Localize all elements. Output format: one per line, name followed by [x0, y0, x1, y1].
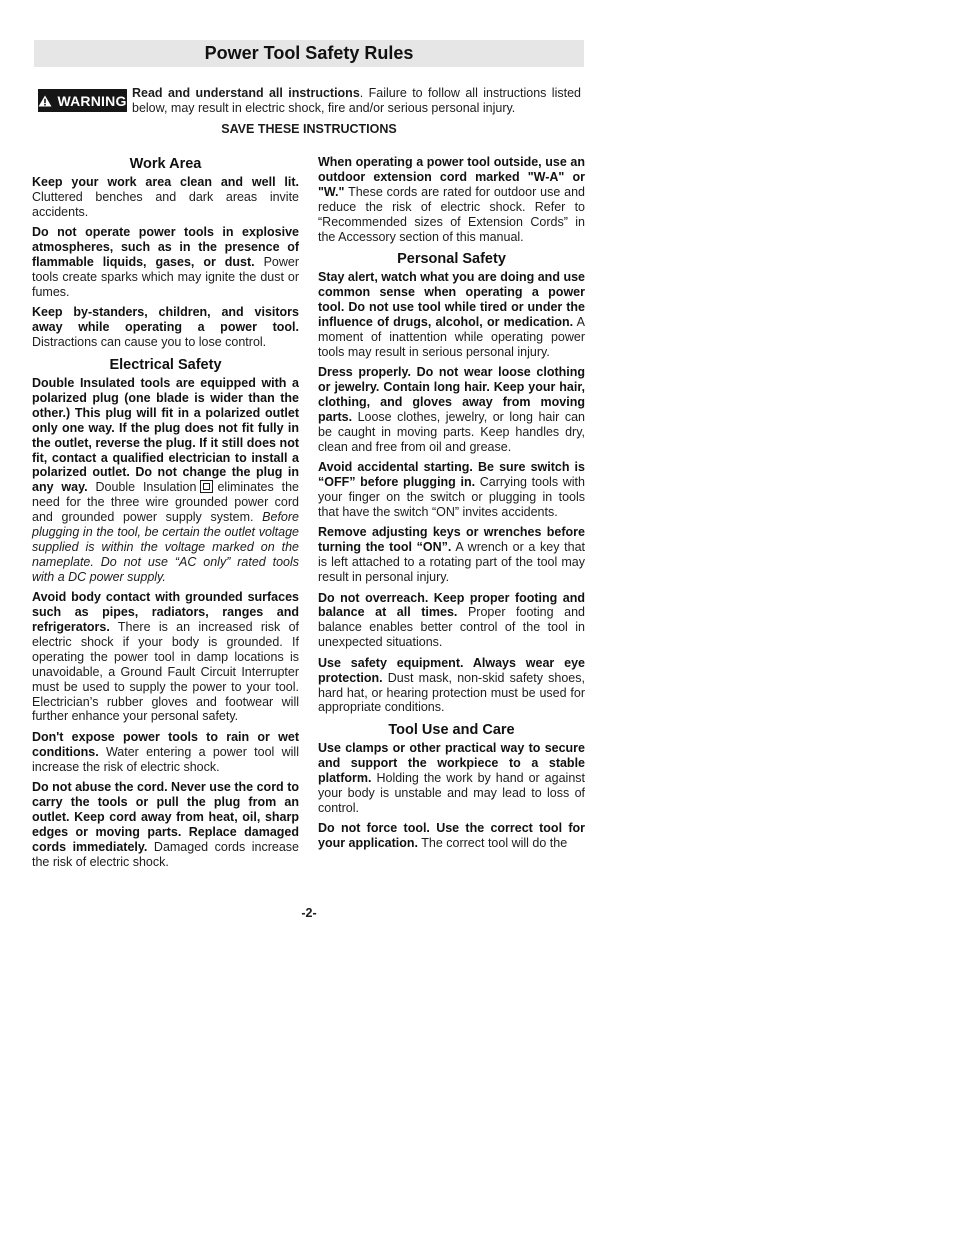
paragraph	[318, 821, 585, 851]
rule-text: Proper footing and balance enables better control of the tool in unexpected situations.	[318, 605, 585, 650]
paragraph	[318, 270, 585, 359]
rule-text: eliminates the need for the three wire grounded power cord and grounded power supply system.	[32, 480, 299, 525]
page-title: Power Tool Safety Rules	[34, 40, 584, 67]
rule-note: Before plugging in the tool, be certain the outlet voltage supplied is within the voltage marked on the nameplate. Do not use “AC only” rated tools with a DC power supply.	[32, 510, 299, 584]
paragraph	[32, 590, 299, 724]
rule-lead: Do not abuse the cord. Never use the cord to carry the tools or pull the plug from an outlet. Keep cord away from heat, oil, sharp edges or moving parts. Replace damaged cords immediately.	[32, 780, 299, 854]
rule-lead: Do not overreach. Keep proper footing and balance at all times.	[318, 590, 585, 620]
left-column	[32, 155, 299, 875]
rule-lead: Double Insulated tools are equipped with a polarized plug (one blade is wider than the other.) This plug will fit in a polarized outlet only one way. If the plug does not fit fully in the outlet, reverse the plug. If it still does not fit, contact a qualified electrician to install a polarized outlet. Do not change the plug in any way.	[32, 375, 299, 495]
rule-text: Dust mask, non-skid safety shoes, hard hat, or hearing protection must be used for appropriate conditions.	[318, 670, 585, 715]
warning-badge	[38, 89, 127, 112]
paragraph	[318, 365, 585, 454]
rule-text: Carrying tools with your finger on the switch or plugging in tools that have the switch “ON” invites accidents.	[318, 475, 585, 520]
rule-text: Water entering a power tool will increase the risk of electric shock.	[32, 744, 299, 774]
warning-lead: Read and understand all instructions	[132, 86, 360, 100]
page-number: -2-	[301, 906, 317, 920]
rule-text: Damaged cords increase the risk of electric shock.	[32, 839, 299, 869]
paragraph	[32, 730, 299, 775]
rule-text: Double Insulation	[87, 480, 197, 495]
rule-lead: Remove adjusting keys or wrenches before turning the tool “ON”.	[318, 525, 585, 555]
section-heading-tool-use-and-care: Tool Use and Care	[388, 722, 515, 739]
paragraph	[318, 741, 585, 816]
rule-lead: Avoid body contact with grounded surfaces such as pipes, radiators, ranges and refrigerators.	[32, 590, 299, 634]
rule-lead: Use safety equipment. Always wear eye protection.	[318, 655, 585, 685]
rule-lead: Stay alert, watch what you are doing and use common sense when operating a power tool. Do not use tool while tired or under the influence of drugs, alcohol, or medication.	[318, 270, 585, 330]
rule-text: Cluttered benches and dark areas invite accidents.	[32, 189, 299, 219]
rule-lead: Do not operate power tools in explosive atmospheres, such as in the presence of flammable liquids, gases, or dust.	[32, 225, 299, 270]
warning-body: . Failure to follow all instructions listed below, may result in electric shock, fire and/or serious personal injury.	[132, 86, 581, 115]
section-heading-personal-safety: Personal Safety	[397, 251, 506, 268]
warning-triangle-icon	[38, 95, 52, 107]
section-heading-work-area: Work Area	[129, 156, 202, 172]
rule-lead: Keep by-standers, children, and visitors away while operating a power tool.	[32, 305, 299, 335]
rule-lead: Use clamps or other practical way to secure and support the workpiece to a stable platform.	[318, 741, 585, 786]
paragraph	[318, 656, 585, 716]
rule-text: There is an increased risk of electric shock if your body is grounded. If operating the power tool in damp locations is unavoidable, a Ground Fault Circuit Interrupter must be used to supply the power to your tool. Electrician’s rubber gloves and footwear will further enhance your personal safety.	[32, 619, 299, 724]
paragraph	[318, 460, 585, 520]
rule-text: Holding the work by hand or against your body is unstable and may lead to loss of control.	[318, 771, 585, 815]
save-instructions-note: SAVE THESE INSTRUCTIONS	[221, 122, 397, 136]
paragraph	[32, 780, 299, 869]
rule-lead: Keep your work area clean and well lit.	[32, 175, 299, 189]
warning-label: WARNING	[57, 92, 127, 109]
rule-lead: Dress properly. Do not wear loose clothing or jewelry. Contain long hair. Keep your hair, clothing, and gloves away from moving parts.	[318, 365, 585, 425]
rule-lead: Don't expose power tools to rain or wet conditions.	[32, 729, 299, 759]
double-insulation-icon	[200, 480, 213, 493]
rule-text: A moment of inattention while operating power tools may result in serious personal injury.	[318, 315, 586, 359]
section-heading-electrical-safety: Electrical Safety	[109, 356, 222, 373]
rule-text: Power tools create sparks which may ignite the dust or fumes.	[32, 255, 299, 299]
rule-text: These cords are rated for outdoor use and reduce the risk of electric shock. Refer to “Recommended sizes of Extension Cords” in the Accessory section of this manual.	[318, 184, 585, 244]
rule-lead: Do not force tool. Use the correct tool for your application.	[318, 821, 585, 851]
rule-lead: When operating a power tool outside, use an outdoor extension cord marked "W-A" or "W."	[318, 155, 585, 199]
paragraph	[318, 155, 585, 244]
rule-text: Distractions can cause you to lose control.	[32, 335, 267, 350]
paragraph	[318, 525, 585, 585]
right-column	[318, 155, 585, 857]
paragraph	[32, 376, 299, 585]
rule-text: The correct tool will do the	[418, 836, 568, 851]
paragraph	[32, 175, 299, 220]
rule-lead: Avoid accidental starting. Be sure switch is “OFF” before plugging in.	[318, 460, 585, 490]
paragraph	[32, 305, 299, 350]
rule-text: A wrench or a key that is left attached to a rotating part of the tool may result in personal injury.	[318, 540, 585, 585]
warning-text	[132, 86, 581, 116]
paragraph	[318, 591, 585, 651]
paragraph	[32, 225, 299, 300]
rule-text: Loose clothes, jewelry, or long hair can be caught in moving parts. Keep handles dry, clean and free from oil and grease.	[318, 410, 585, 454]
